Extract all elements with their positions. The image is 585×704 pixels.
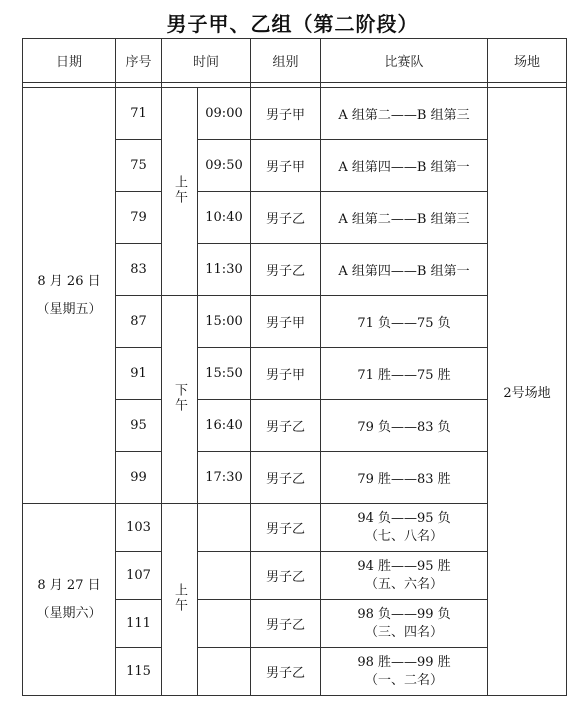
game-group: 男子乙 <box>251 452 321 504</box>
game-group: 男子乙 <box>251 244 321 296</box>
game-number: 75 <box>116 140 162 192</box>
game-teams: A 组第四——B 组第一 <box>321 244 488 296</box>
game-group: 男子乙 <box>251 600 321 648</box>
period-cell <box>162 504 198 696</box>
game-group: 男子甲 <box>251 88 321 140</box>
game-time: 11:30 <box>198 244 251 296</box>
header-group: 组别 <box>251 39 321 83</box>
matchup: 98 胜——99 胜 <box>357 654 451 670</box>
game-teams <box>321 504 488 552</box>
game-time <box>198 504 251 552</box>
game-teams: 79 负——83 负 <box>321 400 488 452</box>
game-group: 男子乙 <box>251 648 321 696</box>
placing: （五、六名） <box>365 576 444 592</box>
game-time <box>198 648 251 696</box>
game-number: 83 <box>116 244 162 296</box>
period-label: 上午 <box>172 174 187 205</box>
placing: （一、二名） <box>365 672 444 688</box>
table-row <box>23 88 567 140</box>
game-teams <box>321 600 488 648</box>
matchup: 98 负——99 负 <box>357 606 451 622</box>
game-number: 99 <box>116 452 162 504</box>
game-time: 15:00 <box>198 296 251 348</box>
schedule-table <box>22 38 567 696</box>
game-teams: A 组第二——B 组第三 <box>321 192 488 244</box>
game-teams: A 组第二——B 组第三 <box>321 88 488 140</box>
date-label: 8 月 27 日 <box>37 577 101 593</box>
period-cell <box>162 296 198 504</box>
game-group: 男子甲 <box>251 348 321 400</box>
header-number: 序号 <box>116 39 162 83</box>
game-time: 09:50 <box>198 140 251 192</box>
placing: （三、四名） <box>365 624 444 640</box>
weekday-label: （星期五） <box>36 301 102 317</box>
matchup: 94 胜——95 胜 <box>357 558 451 574</box>
game-teams <box>321 648 488 696</box>
period-cell <box>162 88 198 296</box>
matchup: 94 负——95 负 <box>357 510 451 526</box>
date-cell <box>23 88 116 504</box>
game-number: 111 <box>116 600 162 648</box>
game-group: 男子甲 <box>251 140 321 192</box>
game-time: 16:40 <box>198 400 251 452</box>
game-teams <box>321 552 488 600</box>
game-group: 男子乙 <box>251 400 321 452</box>
table-row <box>23 504 567 552</box>
period-label: 上午 <box>172 582 187 613</box>
weekday-label: （星期六） <box>36 605 102 621</box>
game-number: 71 <box>116 88 162 140</box>
period-label: 下午 <box>172 382 187 413</box>
venue-cell: 2号场地 <box>488 88 567 696</box>
game-teams: 71 负——75 负 <box>321 296 488 348</box>
header-time: 时间 <box>162 39 251 83</box>
game-number: 91 <box>116 348 162 400</box>
date-cell <box>23 504 116 696</box>
game-time: 17:30 <box>198 452 251 504</box>
game-number: 107 <box>116 552 162 600</box>
header-venue: 场地 <box>488 39 567 83</box>
game-teams: 71 胜——75 胜 <box>321 348 488 400</box>
game-group: 男子乙 <box>251 192 321 244</box>
game-number: 87 <box>116 296 162 348</box>
game-group: 男子甲 <box>251 296 321 348</box>
game-time <box>198 552 251 600</box>
game-time: 09:00 <box>198 88 251 140</box>
game-number: 79 <box>116 192 162 244</box>
game-number: 95 <box>116 400 162 452</box>
game-time: 10:40 <box>198 192 251 244</box>
game-number: 115 <box>116 648 162 696</box>
header-row <box>23 39 567 83</box>
date-label: 8 月 26 日 <box>37 273 101 289</box>
game-number: 103 <box>116 504 162 552</box>
header-teams: 比赛队 <box>321 39 488 83</box>
page-title: 男子甲、乙组（第二阶段） <box>166 12 419 36</box>
placing: （七、八名） <box>365 528 444 544</box>
game-group: 男子乙 <box>251 552 321 600</box>
game-time <box>198 600 251 648</box>
game-group: 男子乙 <box>251 504 321 552</box>
game-teams: 79 胜——83 胜 <box>321 452 488 504</box>
game-time: 15:50 <box>198 348 251 400</box>
header-date: 日期 <box>23 39 116 83</box>
game-teams: A 组第四——B 组第一 <box>321 140 488 192</box>
